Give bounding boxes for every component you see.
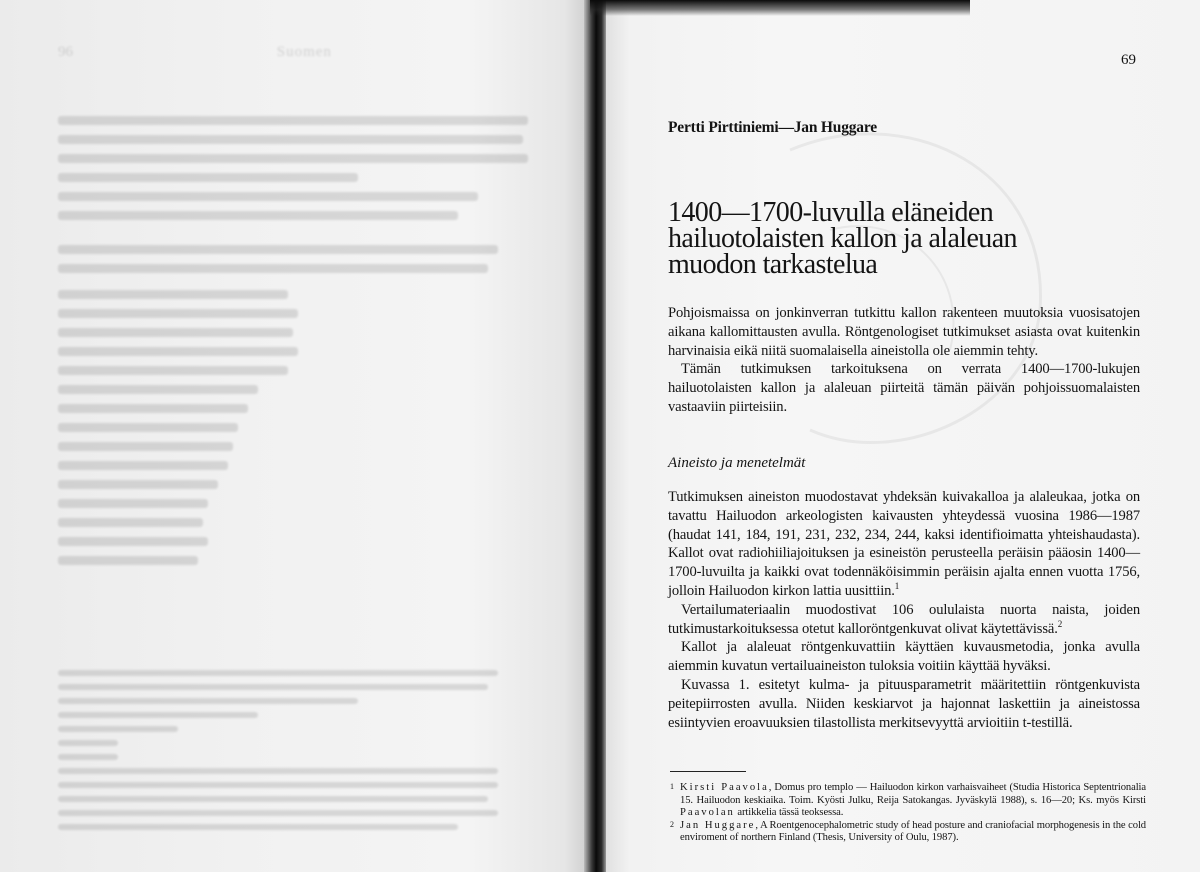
intro-paragraph: Tämän tutkimuksen tarkoituksena on verrata 1400—1700-lukujen hailuotolaisten kallon ja alaleuan piirteitä tämän päivän pohjoissuomalaisten vastaaviin piirteisiin. xyxy=(668,361,1140,415)
footnote-author: Kirsti Paavola xyxy=(680,782,769,793)
intro-text xyxy=(668,304,1140,417)
intro-paragraph: Pohjoismaissa on jonkinverran tutkittu kallon rakenteen muutoksia vuosisatojen aikana kallomittausten avulla. Röntgenologiset tutkimukset asiasta ovat kuitenkin harvinaisia eikä niitä suomalaisella aineistolla ole aiemmin tehty. xyxy=(668,305,1140,359)
methods-paragraph: Vertailumateriaalin muodostivat 106 oululaista nuorta naista, joiden tutkimustarkoituksessa otetut kalloröntgenkuvat olivat käytettävissä.$^2$ xyxy=(668,601,1140,637)
article-authors: Pertti Pirttiniemi—Jan Huggare xyxy=(668,119,877,136)
section-heading: Aineisto ja menetelmät xyxy=(668,455,806,471)
footnote-divider xyxy=(670,771,746,772)
footnote: 1 Kirsti Paavola, Domus pro templo — Hailuodon kirkon varhaisvaiheet (Studia Historica Septentrionalia 15. Hailuodon keskiaika. Toim. Kyösti Julku, Reija Satokangas. Jyväskylä 1988), s. 16—20; Ks. myös Kirsti Paavolan artikkelia tässä teoksessa. xyxy=(670,782,1146,819)
footnote: 2 Jan Huggare, A Roentgenocephalometric study of head posture and craniofacial morphogenesis in the cold enviroment of northern Finland (Thesis, University of Oulu, 1987). xyxy=(670,819,1146,844)
footnote-ref: 1 xyxy=(894,581,900,592)
bleed-through-text xyxy=(58,0,538,872)
methods-text xyxy=(668,488,1140,732)
ghost-page-number: 96 xyxy=(58,44,73,60)
title-line: muodon tarkastelua xyxy=(668,249,878,280)
article-title xyxy=(668,197,1088,280)
ghost-header xyxy=(58,44,358,61)
title-line: 1400—1700-luvulla eläneiden xyxy=(668,197,994,228)
page-edge-shadow xyxy=(590,0,970,16)
book-gutter xyxy=(584,0,606,872)
ghost-running-title: Suomen xyxy=(276,44,332,60)
right-page xyxy=(600,0,1200,872)
footnote-mark: 2 xyxy=(670,819,674,829)
footnote-mark: 1 xyxy=(670,782,674,791)
footnote-author: Paavolan xyxy=(680,807,735,819)
methods-paragraph: Kuvassa 1. esitetyt kulma- ja pituusparametrit määritettiin röntgenkuvista peitepiirrosten avulla. Niiden keskiarvot ja hajonnat laskettiin ja aineistossa esiintyvien eroavuuksien tilastollista merkitsevyyttä arvioitiin t-testillä. xyxy=(668,676,1140,731)
bleed-through-figure xyxy=(750,110,1080,490)
footnote-ref: 2 xyxy=(1057,618,1063,629)
methods-paragraph: Kallot ja alaleuat röntgenkuvattiin käyttäen kuvausmetodia, jonka avulla aiemmin kuvatun vertailuaineiston tuloksia voitiin käyttää hyväksi. xyxy=(668,639,1140,675)
title-line: hailuotolaisten kallon ja alaleuan xyxy=(668,223,1017,254)
left-page xyxy=(0,0,588,872)
footnote-author: Jan Huggare xyxy=(680,819,756,831)
page-number: 69 xyxy=(1121,52,1136,68)
footnotes xyxy=(670,782,1146,845)
methods-paragraph: Tutkimuksen aineiston muodostavat yhdeksän kuivakalloa ja alaleukaa, jotka on tavattu Hailuodon arkeologisten kaivausten yhteydessä vuosina 1986—1987 (haudat 141, 184, 191, 231, 232, 234, 244, kaksi identifioimatta yhteishaudasta). Kallot ovat radiohiiliajoituksen ja esineistön perusteella peräisin pääosin 1400—1700-luvuilta ja kaikki ovat todennäköisimmin peräisin ajalta ennen vuotta 1756, jolloin Hailuodon kirkon lattia uusittiin.$^1$ xyxy=(668,489,1140,599)
